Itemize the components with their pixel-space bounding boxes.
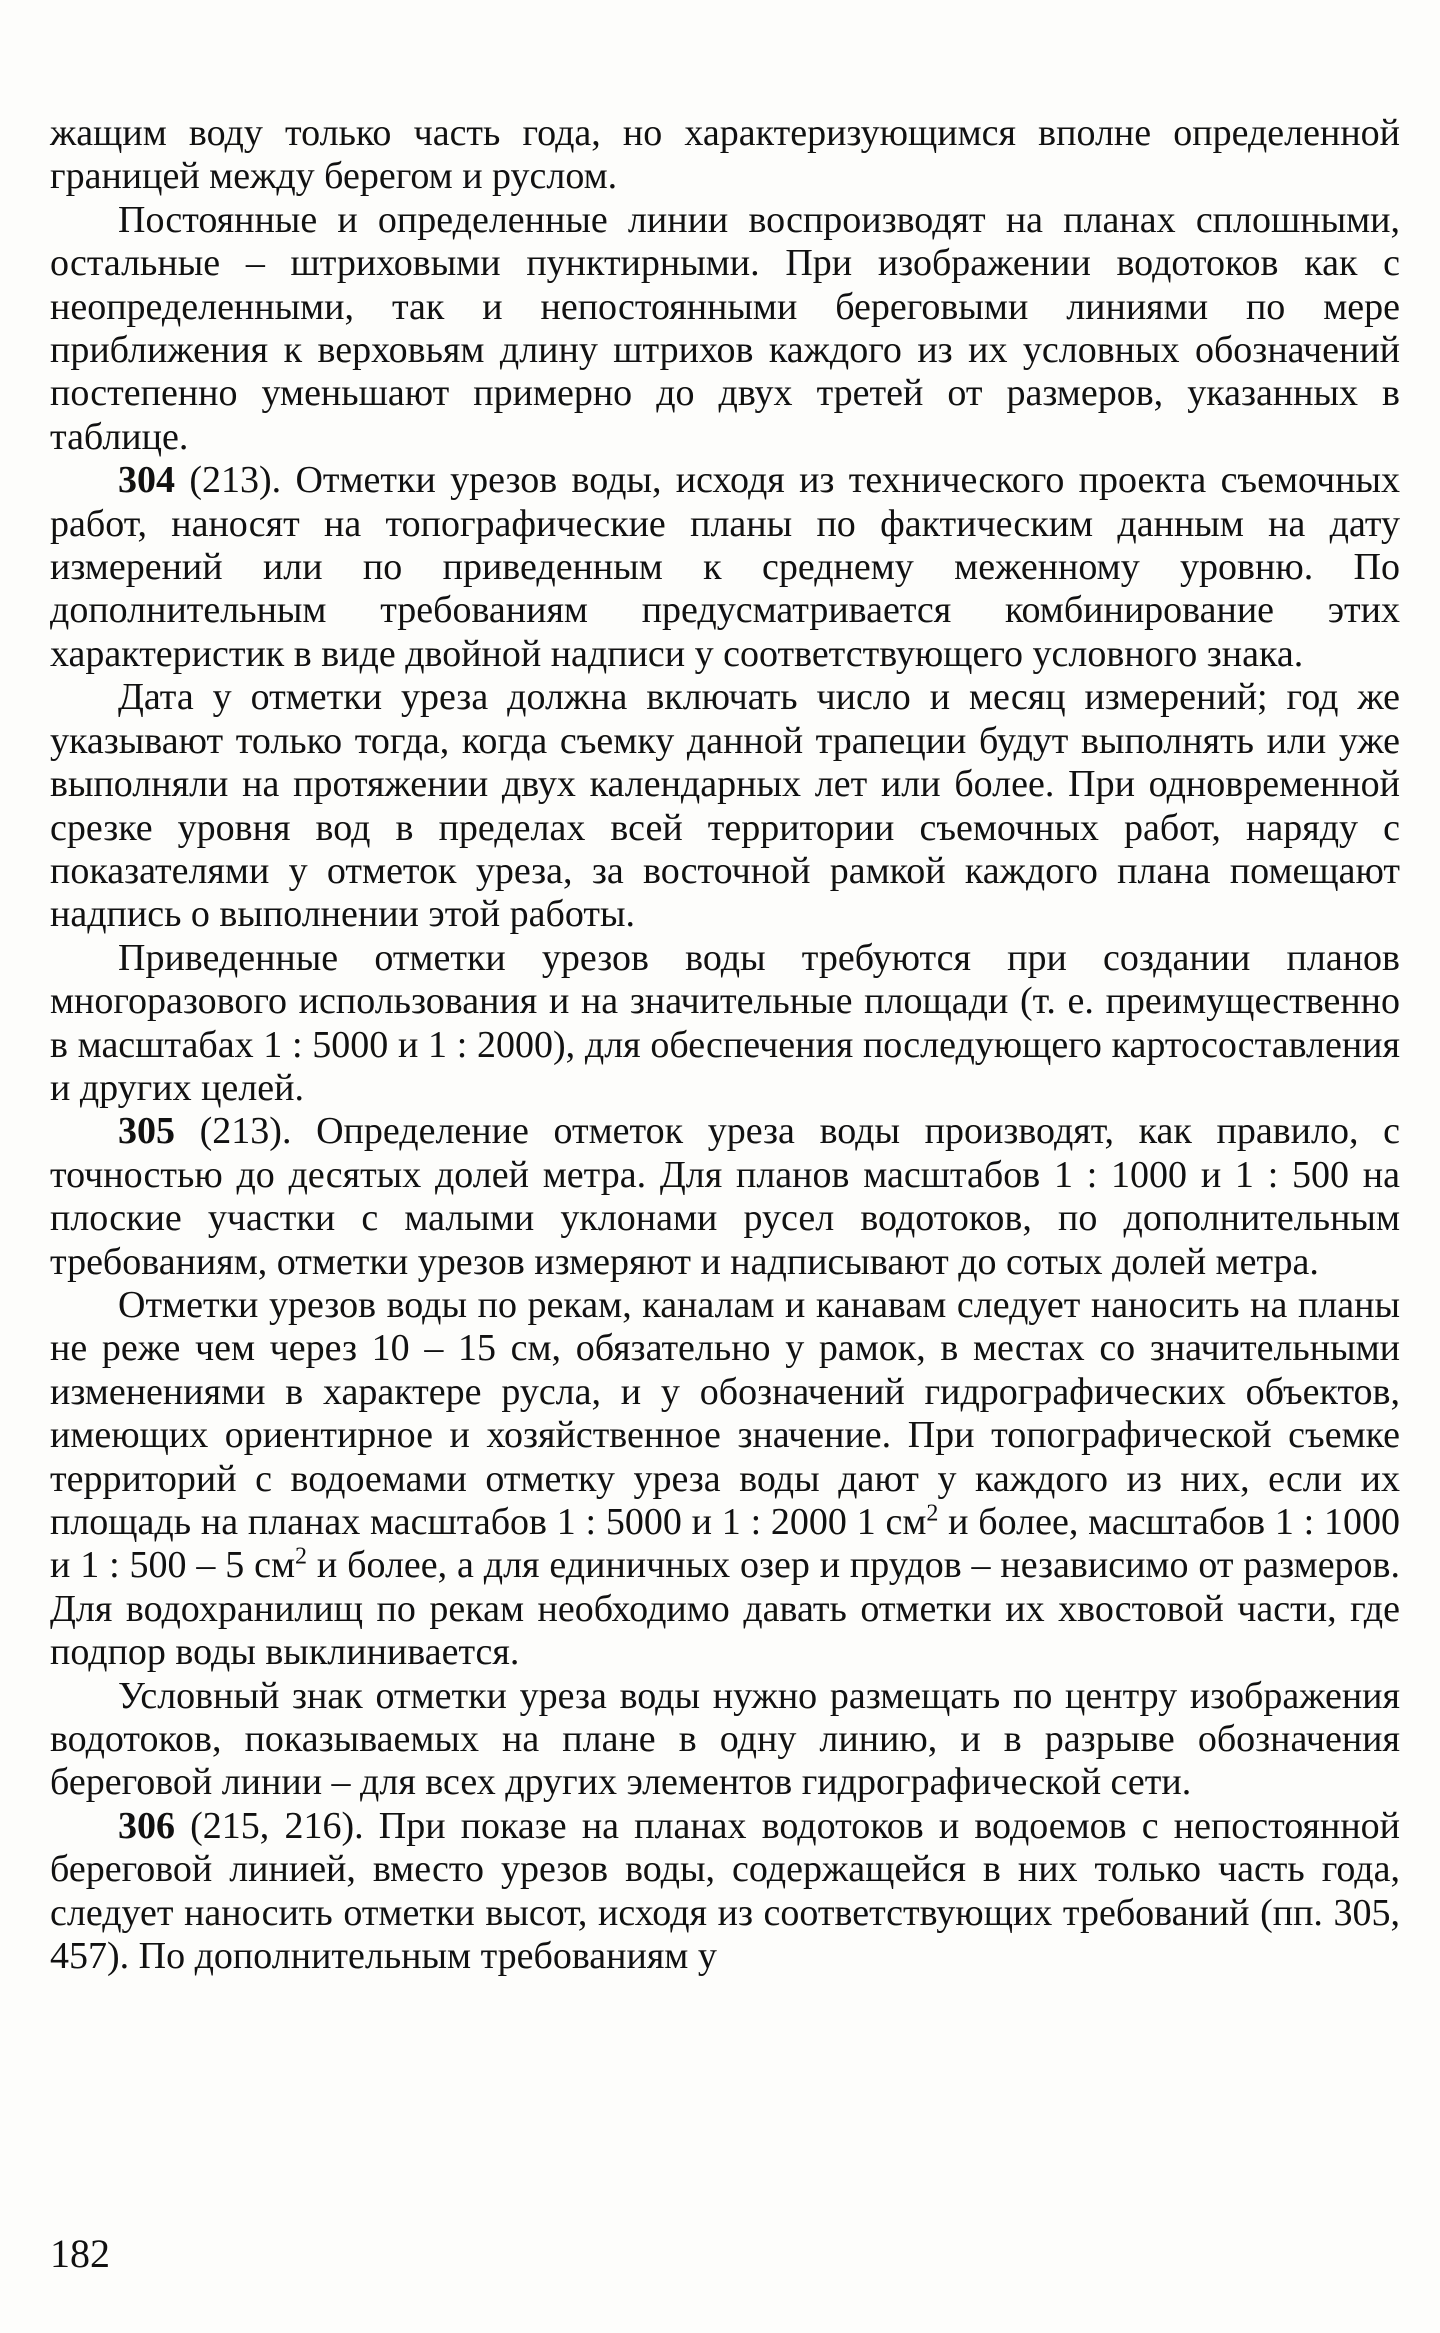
paragraph-text: Условный знак отметки уреза воды нужно размещать по центру изображения водотоков, показываемых на плане в одну линию, и в разрыве обозначения береговой линии – для всех других элементов гидрографической сети.	[50, 1674, 1400, 1804]
paragraph-1	[50, 112, 1400, 199]
body-text	[50, 112, 1400, 1978]
superscript: 2	[926, 1500, 939, 1527]
paragraph-text: Отметки урезов воды по рекам, каналам и канавам следует наносить на планы не реже чем через 10 – 15 см, обязательно у рамок, в местах со значительными изменениями в характере русла, и у обозначений гидрографических объектов, имеющих ориентирное и хозяйственное значение. При топографической съемке территорий с водоемами отметку уреза воды дают у каждого из них, если их площадь на планах масштабов 1 : 5000 и 1 : 2000 1 см	[50, 1283, 1400, 1543]
page-number: 182	[50, 2231, 110, 2276]
clause-number: 304	[118, 459, 175, 502]
paragraph-text: жащим воду только часть года, но характеризующимся вполне определенной границей между берегом и руслом.	[50, 112, 1400, 198]
paragraph-text: Приведенные отметки урезов воды требуются при создании планов многоразового использования и на значительные площади (т. е. преимущественно в масштабах 1 : 5000 и 1 : 2000), для обеспечения последующего картосоставления и других целей.	[50, 936, 1400, 1109]
clause-number: 306	[118, 1804, 175, 1847]
paragraph-8	[50, 1675, 1400, 1805]
paragraph-text: Постоянные и определенные линии воспроизводят на планах сплошными, остальные – штриховыми пунктирными. При изображении водотоков как с неопределенными, так и непостоянными береговыми линиями по мере приближения к верховьям длину штрихов каждого из их условных обозначений постепенно уменьшают примерно до двух третей от размеров, указанных в таблице.	[50, 198, 1400, 458]
paragraph-5	[50, 937, 1400, 1111]
paragraph-text: и более, а для единичных озер и прудов – независимо от размеров. Для водохранилищ по рекам необходимо давать отметки их хвостовой части, где подпор воды выклинивается.	[50, 1544, 1400, 1674]
paragraph-2	[50, 199, 1400, 459]
paragraph-304	[50, 459, 1400, 676]
paragraph-305	[50, 1110, 1400, 1284]
clause-number: 305	[118, 1110, 175, 1153]
paragraph-4	[50, 676, 1400, 936]
paragraph-text: (213). Отметки урезов воды, исходя из технического проекта съемочных работ, наносят на топографические планы по фактическим данным на дату измерений или по приведенным к среднему меженному уровню. По дополнительным требованиям предусматривается комбинирование этих характеристик в виде двойной надписи у соответствующего условного знака.	[50, 459, 1400, 675]
paragraph-7	[50, 1284, 1400, 1675]
paragraph-text: Дата у отметки уреза должна включать число и месяц измерений; год же указывают только тогда, когда съемку данной трапеции будут выполнять или уже выполняли на протяжении двух календарных лет или более. При одновременной срезке уровня вод в пределах всей территории съемочных работ, наряду с показателями у отметок уреза, за восточной рамкой каждого плана помещают надпись о выполнении этой работы.	[50, 676, 1400, 936]
paragraph-text: и более, масштабов 1 : 1000 и 1 : 500 – 5 см	[50, 1501, 1400, 1587]
superscript: 2	[295, 1543, 308, 1570]
paragraph-text: (213). Определение отметок уреза воды производят, как правило, с точностью до десятых долей метра. Для планов масштабов 1 : 1000 и 1 : 500 на плоские участки с малыми уклонами русел водотоков, по дополнительным требованиям, отметки урезов измеряют и надписывают до сотых долей метра.	[50, 1110, 1400, 1283]
paragraph-text: (215, 216). При показе на планах водотоков и водоемов с непостоянной береговой линией, вместо урезов воды, содержащейся в них только часть года, следует наносить отметки высот, исходя из соответствующих требований (пп. 305, 457). По дополнительным требованиям у	[50, 1804, 1400, 1978]
paragraph-306	[50, 1805, 1400, 1979]
